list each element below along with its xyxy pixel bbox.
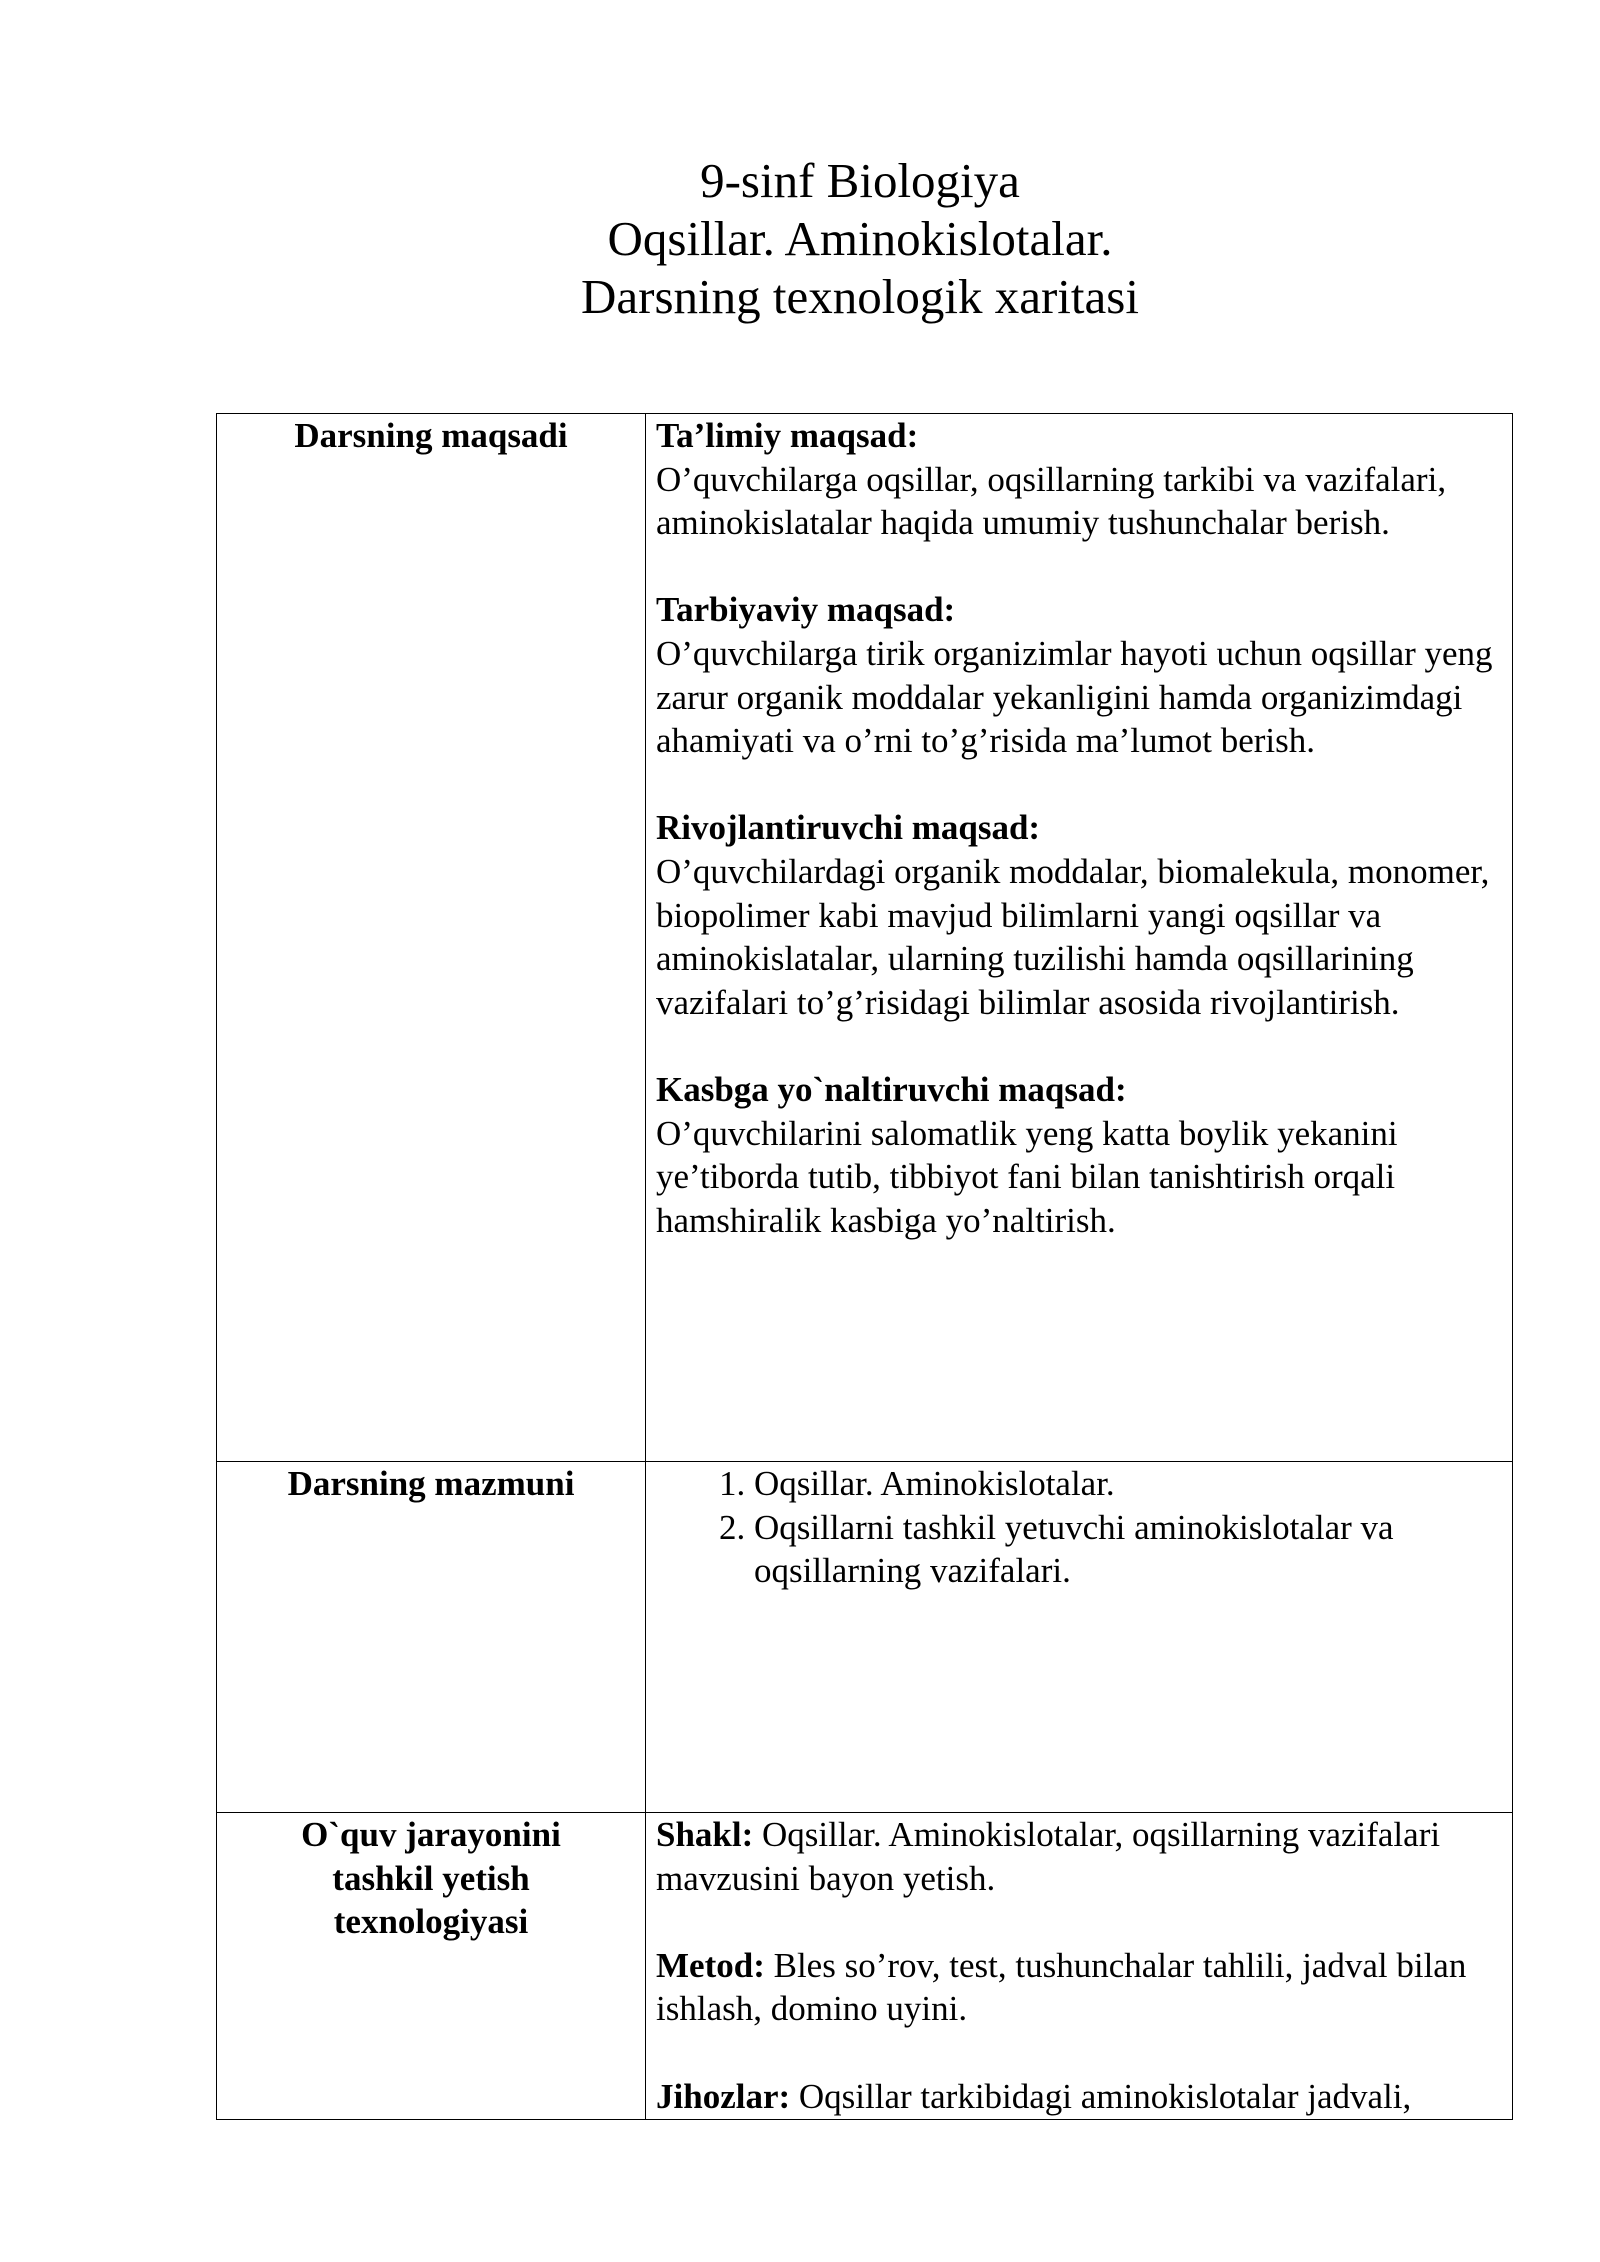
document-title	[0, 152, 1600, 326]
content-label: Darsning mazmuni	[287, 1464, 575, 1503]
list-item: 1. Oqsillar. Aminokislotalar.	[754, 1462, 1502, 1506]
upbringing-goal-text: O’quvchilarga tirik organizimlar hayoti uchun oqsillar yeng zarur organik moddalar yekanligini hamda organizimdagi ahamiyati va o’rni to’g’risida ma’lumot berish.	[656, 633, 1493, 761]
developmental-goal-heading: Rivojlantiruvchi maqsad:	[656, 808, 1041, 848]
form-text: Oqsillar. Aminokislotalar, oqsillarning vazifalari mavzusini bayon yetish.	[656, 1815, 1441, 1898]
developmental-goal	[656, 806, 1502, 1024]
table-row-technology	[217, 1813, 1513, 2120]
technology-label-line2: tashkil yetish	[332, 1858, 530, 1898]
lesson-plan-table	[216, 413, 1513, 2120]
title-topic: Oqsillar. Aminokislotalar.	[607, 211, 1113, 266]
developmental-goal-text: O’quvchilardagi organik moddalar, biomalekula, monomer, biopolimer kabi mavjud bilimlarni yangi oqsillar va aminokislatalar, ularning tuzilishi hamda oqsillarining vazifalari to’g’risidagi bilimlar asosida rivojlantirish.	[656, 851, 1490, 1022]
technology-label-line3: texnologiyasi	[333, 1902, 529, 1942]
title-map: Darsning texnologik xaritasi	[581, 269, 1139, 324]
content-items-cell	[646, 1462, 1513, 1813]
equipment-label: Jihozlar:	[656, 2076, 791, 2116]
equipment-text: Oqsillar tarkibidagi aminokislotalar jadvali,	[798, 2076, 1412, 2116]
career-goal	[656, 1068, 1502, 1242]
upbringing-goal-heading: Tarbiyaviy maqsad:	[656, 590, 956, 630]
technology-content-cell	[646, 1813, 1513, 2120]
title-subject: 9-sinf Biologiya	[700, 153, 1020, 208]
list-item: 2. Oqsillarni tashkil yetuvchi aminokislotalar va oqsillarning vazifalari.	[754, 1506, 1502, 1593]
educational-goal-text: O’quvchilarga oqsillar, oqsillarning tarkibi va vazifalari, aminokislatalar haqida umumiy tushunchalar berish.	[656, 459, 1447, 543]
career-goal-text: O’quvchilarini salomatlik yeng katta boylik yekanini ye’tiborda tutib, tibbiyot fani bilan tanishtirish orqali hamshiralik kasbiga yo’naltirish.	[656, 1113, 1398, 1240]
table-row-goals	[217, 414, 1513, 1462]
method-paragraph	[656, 1944, 1502, 2031]
goals-content-cell	[646, 414, 1513, 1462]
form-paragraph	[656, 1813, 1502, 1900]
educational-goal-heading: Ta’limiy maqsad:	[656, 416, 919, 455]
table-row-content	[217, 1462, 1513, 1813]
content-label-cell	[217, 1462, 646, 1813]
goals-label: Darsning maqsadi	[294, 416, 568, 455]
method-label: Metod:	[656, 1945, 765, 1985]
technology-label-cell	[217, 1813, 646, 2120]
topics-list	[656, 1462, 1502, 1593]
technology-label-line1: O`quv jarayonini	[301, 1815, 561, 1854]
upbringing-goal	[656, 588, 1502, 762]
career-goal-heading: Kasbga yo`naltiruvchi maqsad:	[656, 1069, 1127, 1109]
form-label: Shakl:	[656, 1815, 754, 1854]
equipment-paragraph	[656, 2075, 1502, 2119]
method-text: Bles so’rov, test, tushunchalar tahlili, jadval bilan ishlash, domino uyini.	[656, 1945, 1467, 2029]
educational-goal	[656, 414, 1502, 545]
goals-label-cell	[217, 414, 646, 1462]
